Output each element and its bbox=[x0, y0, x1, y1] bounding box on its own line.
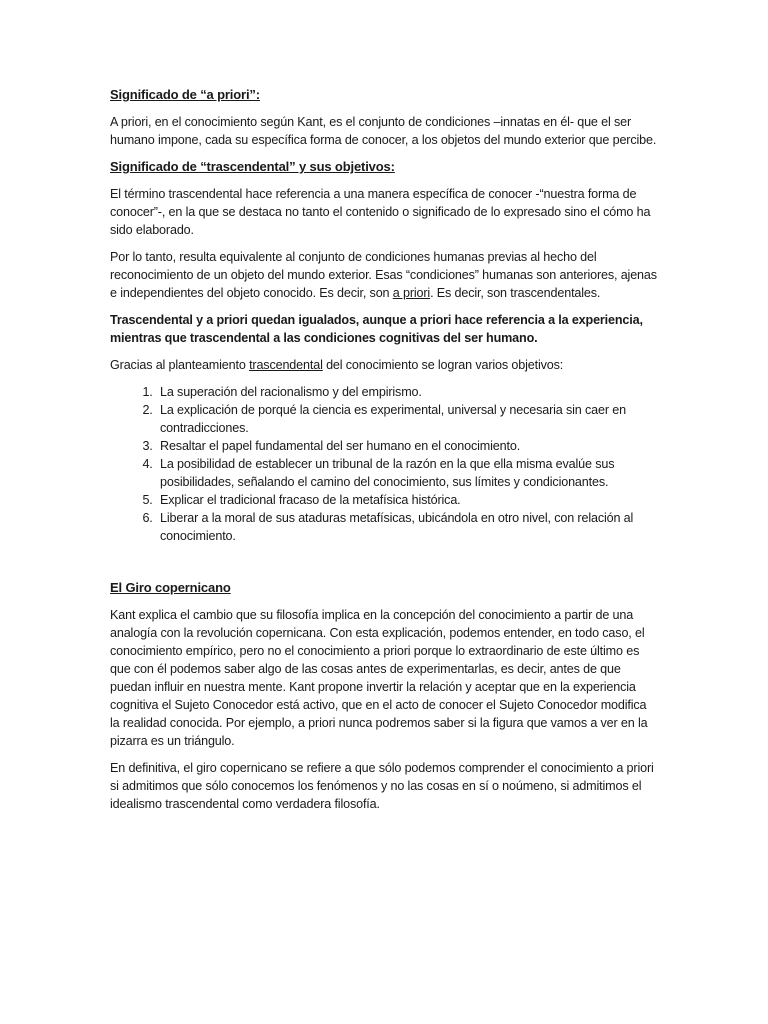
list-item: 5. Explicar el tradicional fracaso de la metafísica histórica. bbox=[156, 491, 658, 509]
text-segment: Por lo tanto, resulta equivalente al conjunto de condiciones humanas previas al hecho del reconocimiento de un objeto del mundo exterior. Esas “condiciones” humanas son anteriores, ajenas e independientes del objeto conocido. Es decir, son bbox=[110, 250, 657, 300]
paragraph-giro-explicacion: Kant explica el cambio que su filosofía implica en la concepción del conocimiento a partir de una analogía con la revolución copernicana. Con esta explicación, podemos entender, en todo caso, el conocimiento empírico, pero no el conocimiento a priori porque lo extraordinario de este último es que con él podemos saber algo de las cosas antes de experimentarlas, es decir, antes de que puedan influir en nuestra mente. Kant propone invertir la relación y aceptar que en la experiencia cognitiva el Sujeto Conocedor está activo, que en el acto de conocer el Sujeto Conocedor modifica la realidad conocida. Por ejemplo, a priori nunca podremos saber si la figura que vamos a ver en la pizarra es un triángulo. bbox=[110, 608, 648, 748]
list-item: 2. La explicación de porqué la ciencia es experimental, universal y necesaria sin caer en contradicciones. bbox=[156, 401, 658, 437]
list-item: 4. La posibilidad de establecer un tribunal de la razón en la que ella misma evalúe sus posibilidades, señalando el camino del conocimiento, sus límites y condicionantes. bbox=[156, 455, 658, 491]
list-item: 6. Liberar a la moral de sus ataduras metafísicas, ubicándola en otro nivel, con relación al conocimiento. bbox=[156, 509, 658, 545]
paragraph-igualados: Trascendental y a priori quedan igualados, aunque a priori hace referencia a la experiencia, mientras que trascendental a las condiciones cognitivas del ser humano. bbox=[110, 313, 643, 345]
list-item: 3. Resaltar el papel fundamental del ser humano en el conocimiento. bbox=[156, 437, 658, 455]
heading-a-priori: Significado de “a priori”: bbox=[110, 87, 260, 102]
objectives-list bbox=[110, 383, 658, 545]
paragraph-trascendental-equivalence bbox=[110, 248, 658, 302]
heading-giro-copernicano: El Giro copernicano bbox=[110, 580, 231, 595]
text-segment: Gracias al planteamiento bbox=[110, 358, 250, 372]
paragraph-trascendental-definition: El término trascendental hace referencia a una manera específica de conocer -“nuestra forma de conocer”-, en la que se destaca no tanto el contenido o significado de lo expresado sino el cómo ha sido elaborado. bbox=[110, 187, 651, 237]
text-segment: del conocimiento se logran varios objetivos: bbox=[322, 358, 564, 372]
paragraph-objetivos-intro bbox=[110, 356, 658, 374]
paragraph-a-priori: A priori, en el conocimiento según Kant, es el conjunto de condiciones –innatas en él- que el ser humano impone, cada su específica forma de conocer, a los objetos del mundo exterior que percibe. bbox=[110, 115, 657, 147]
document-page bbox=[110, 86, 658, 822]
section-spacer bbox=[110, 545, 658, 579]
underlined-a-priori: a priori bbox=[392, 286, 431, 300]
paragraph-giro-conclusion: En definitiva, el giro copernicano se refiere a que sólo podemos comprender el conocimiento a priori si admitimos que sólo conocemos los fenómenos y no las cosas en sí o noúmeno, si admitimos el idealismo trascendental como verdadera filosofía. bbox=[110, 761, 654, 811]
list-item: 1. La superación del racionalismo y del empirismo. bbox=[156, 383, 658, 401]
text-segment: . Es decir, son trascendentales. bbox=[430, 286, 601, 300]
underlined-trascendental: trascendental bbox=[249, 358, 323, 372]
heading-trascendental: Significado de “trascendental” y sus objetivos: bbox=[110, 159, 395, 174]
